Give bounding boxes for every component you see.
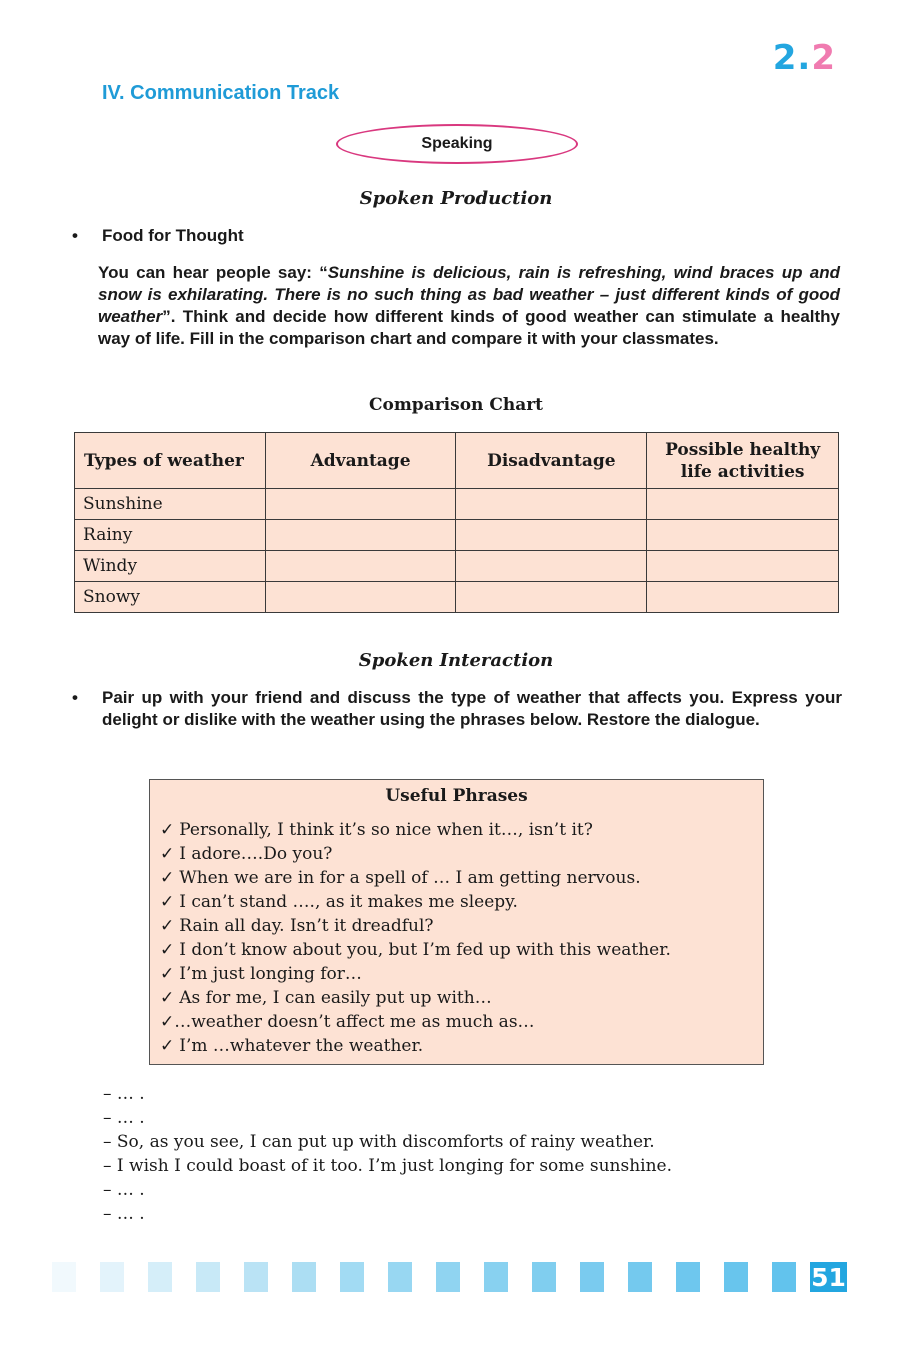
phrase-text: I can’t stand …., as it makes me sleepy. — [179, 892, 518, 912]
list-item — [160, 842, 763, 866]
bullet-icon: • — [72, 688, 78, 707]
row-label-rainy: Rainy — [75, 520, 266, 551]
empty-cell[interactable] — [647, 520, 839, 551]
list-item — [160, 914, 763, 938]
checkmark-icon: ✓ — [160, 964, 175, 984]
intro-lead: You can hear people say: “ — [98, 263, 328, 282]
decor-square — [196, 1262, 220, 1292]
empty-cell[interactable] — [456, 489, 647, 520]
checkmark-icon: ✓ — [160, 868, 175, 888]
speaking-label: Speaking — [336, 124, 578, 164]
bullet-icon: • — [72, 226, 78, 245]
comparison-table — [74, 432, 839, 613]
empty-cell[interactable] — [456, 520, 647, 551]
unit-number — [773, 38, 836, 78]
intro-quote: Sunshine is delicious, rain is refreshing, wind braces up and snow is exhilarating. There is no such thing as bad weather – just different kinds of good weather — [98, 263, 840, 326]
header-disadvantage: Disadvantage — [456, 433, 647, 489]
header-advantage: Advantage — [265, 433, 456, 489]
intro-paragraph — [98, 262, 840, 350]
row-label-sunshine: Sunshine — [75, 489, 266, 520]
table-header-row — [75, 433, 839, 489]
phrase-text: …weather doesn’t affect me as much as… — [174, 1012, 535, 1032]
unit-major: 2 — [772, 38, 798, 78]
header-activities: Possible healthy life activities — [647, 433, 839, 489]
phrase-text: Rain all day. Isn’t it dreadful? — [179, 916, 434, 936]
phrase-text: I adore….Do you? — [179, 844, 333, 864]
empty-cell[interactable] — [647, 582, 839, 613]
decor-square — [52, 1262, 76, 1292]
decor-square — [772, 1262, 796, 1292]
comparison-chart-title: Comparison Chart — [368, 395, 544, 415]
decor-square — [292, 1262, 316, 1292]
dialogue-line: – I wish I could boast of it too. I’m just longing for some sunshine. — [103, 1156, 673, 1176]
table-row — [75, 489, 839, 520]
list-item — [160, 962, 763, 986]
list-item — [160, 986, 763, 1010]
table-row — [75, 520, 839, 551]
list-item — [160, 890, 763, 914]
useful-phrases-box — [149, 779, 764, 1065]
spoken-interaction-heading: Spoken Interaction — [358, 650, 554, 671]
decor-square — [340, 1262, 364, 1292]
checkmark-icon: ✓ — [160, 844, 175, 864]
dialogue-line: – … . — [103, 1084, 145, 1104]
empty-cell[interactable] — [456, 582, 647, 613]
unit-separator: . — [797, 38, 812, 78]
checkmark-icon: ✓ — [160, 940, 175, 960]
unit-minor: 2 — [811, 38, 836, 78]
pair-up-text: Pair up with your friend and discuss the type of weather that affects you. Express your delight or dislike with the weather using the phrases below. Restore the dialogue. — [102, 688, 842, 729]
list-item — [160, 938, 763, 962]
food-for-thought-bullet — [72, 225, 842, 247]
list-item — [160, 818, 763, 842]
dialogue-block — [103, 1082, 672, 1226]
empty-cell[interactable] — [647, 489, 839, 520]
useful-phrases-title: Useful Phrases — [385, 786, 528, 806]
decor-square — [532, 1262, 556, 1292]
decor-square — [388, 1262, 412, 1292]
decor-square — [628, 1262, 652, 1292]
phrase-text: As for me, I can easily put up with… — [179, 988, 492, 1008]
empty-cell[interactable] — [265, 551, 456, 582]
checkmark-icon: ✓ — [160, 1036, 175, 1056]
decor-square — [676, 1262, 700, 1292]
phrase-text: I’m just longing for… — [179, 964, 362, 984]
decor-square — [484, 1262, 508, 1292]
food-for-thought-label: Food for Thought — [102, 226, 244, 245]
decor-square — [244, 1262, 268, 1292]
list-item — [160, 866, 763, 890]
decor-square — [148, 1262, 172, 1292]
phrase-text: I’m …whatever the weather. — [179, 1036, 424, 1056]
checkmark-icon: ✓ — [160, 892, 175, 912]
checkmark-icon: ✓ — [160, 1012, 175, 1032]
empty-cell[interactable] — [265, 489, 456, 520]
phrase-text: I don’t know about you, but I’m fed up with this weather. — [179, 940, 671, 960]
list-item — [160, 1010, 763, 1034]
section-title: IV. Communication Track — [102, 82, 340, 104]
header-types-of-weather: Types of weather — [75, 433, 266, 489]
decor-square — [100, 1262, 124, 1292]
dialogue-line: – … . — [103, 1108, 145, 1128]
empty-cell[interactable] — [265, 520, 456, 551]
row-label-snowy: Snowy — [75, 582, 266, 613]
empty-cell[interactable] — [456, 551, 647, 582]
pair-up-bullet — [72, 687, 842, 731]
checkmark-icon: ✓ — [160, 988, 175, 1008]
decor-square — [436, 1262, 460, 1292]
dialogue-line: – … . — [103, 1204, 145, 1224]
page-number: 51 — [811, 1262, 846, 1292]
checkmark-icon: ✓ — [160, 820, 175, 840]
useful-phrases-list — [150, 818, 763, 1058]
intro-tail: ”. Think and decide how different kinds of good weather can stimulate a healthy way of life. Fill in the comparison chart and compare it with your classmates. — [98, 307, 840, 348]
phrase-text: Personally, I think it’s so nice when it…, isn’t it? — [179, 820, 593, 840]
checkmark-icon: ✓ — [160, 916, 175, 936]
empty-cell[interactable] — [265, 582, 456, 613]
table-row — [75, 551, 839, 582]
list-item — [160, 1034, 763, 1058]
empty-cell[interactable] — [647, 551, 839, 582]
footer-decoration — [0, 1262, 830, 1292]
dialogue-line: – So, as you see, I can put up with discomforts of rainy weather. — [103, 1132, 655, 1152]
decor-square — [580, 1262, 604, 1292]
table-row — [75, 582, 839, 613]
spoken-production-heading: Spoken Production — [359, 188, 553, 209]
phrase-text: When we are in for a spell of … I am getting nervous. — [179, 868, 641, 888]
row-label-windy: Windy — [75, 551, 266, 582]
decor-square — [724, 1262, 748, 1292]
dialogue-line: – … . — [103, 1180, 145, 1200]
